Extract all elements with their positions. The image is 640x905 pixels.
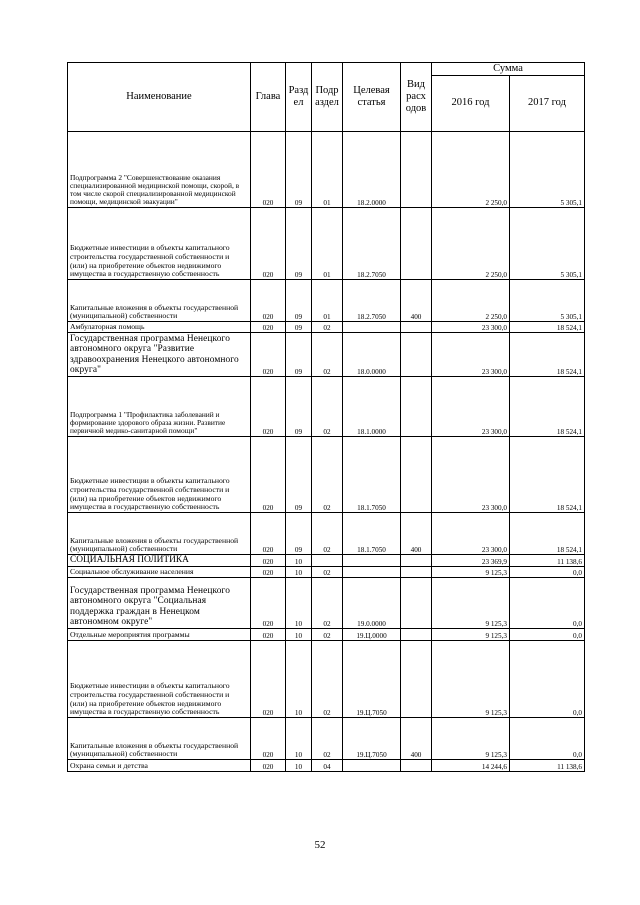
row-sum-2017-cell: 0,0 [510,640,585,717]
row-exp-type-cell [401,207,432,279]
header-year-2017: 2017 год [510,75,585,131]
row-exp-type-cell: 400 [401,512,432,554]
row-exp-type-cell [401,640,432,717]
header-chapter: Глава [251,63,286,132]
row-target-cell [343,321,401,332]
header-year-2016: 2016 год [432,75,510,131]
row-chapter-cell: 020 [251,640,286,717]
table-row [68,640,585,717]
row-name-cell: Подпрограмма 2 "Совершенствование оказания специализированной медицинской помощи, скорой, в том числе скорой специализированной медицинской помощи, медицинской эвакуации" [68,131,251,207]
row-subsection-cell: 01 [312,131,343,207]
page-number: 52 [314,839,326,851]
row-sum-2016-cell: 23 300,0 [432,332,510,376]
header-sum: Сумма [432,63,585,76]
row-sum-2016-cell: 14 244,6 [432,759,510,771]
row-target-cell: 19.Ц.7050 [343,717,401,759]
row-target-cell: 19.Ц.7050 [343,640,401,717]
row-sum-2016-cell: 9 125,3 [432,566,510,577]
row-chapter-cell: 020 [251,131,286,207]
table-row [68,566,585,577]
table-row [68,717,585,759]
table-row [68,131,585,207]
row-subsection-cell: 01 [312,279,343,321]
row-target-cell: 18.1.0000 [343,376,401,436]
row-subsection-cell: 02 [312,628,343,640]
table-body [68,131,585,771]
header-name: Наименование [68,63,251,132]
row-sum-2017-cell: 18 524,1 [510,321,585,332]
row-sum-2016-cell: 23 300,0 [432,376,510,436]
row-section-cell: 10 [286,554,312,566]
row-subsection-cell: 02 [312,577,343,628]
row-sum-2017-cell: 18 524,1 [510,436,585,512]
row-sum-2017-cell: 18 524,1 [510,512,585,554]
row-name-cell: Государственная программа Ненецкого автономного округа "Развитие здравоохранения Ненецкого автономного округа" [68,332,251,376]
row-sum-2016-cell: 2 250,0 [432,131,510,207]
table-row [68,332,585,376]
row-chapter-cell: 020 [251,554,286,566]
row-subsection-cell: 02 [312,640,343,717]
row-name-cell: Подпрограмма 1 "Профилактика заболеваний и формирование здорового образа жизни. Развитие первичной медико-санитарной помощи" [68,376,251,436]
table-row [68,512,585,554]
row-exp-type-cell [401,436,432,512]
row-subsection-cell: 02 [312,436,343,512]
row-section-cell: 09 [286,207,312,279]
table-row [68,759,585,771]
row-target-cell: 19.Ц.0000 [343,628,401,640]
row-chapter-cell: 020 [251,332,286,376]
header-section: Разд ел [286,63,312,132]
row-subsection-cell: 01 [312,207,343,279]
header-target: Целевая статья [343,63,401,132]
row-chapter-cell: 020 [251,628,286,640]
row-sum-2016-cell: 23 369,9 [432,554,510,566]
row-name-cell: Бюджетные инвестиции в объекты капитального строительства государственной собственности и (или) на приобретение объектов недвижимого имущества в государственную собственность [68,436,251,512]
row-sum-2017-cell: 0,0 [510,717,585,759]
row-sum-2016-cell: 23 300,0 [432,512,510,554]
row-section-cell: 10 [286,577,312,628]
table-row [68,577,585,628]
row-chapter-cell: 020 [251,207,286,279]
row-subsection-cell: 02 [312,376,343,436]
row-chapter-cell: 020 [251,512,286,554]
row-exp-type-cell: 400 [401,279,432,321]
row-chapter-cell: 020 [251,717,286,759]
row-sum-2017-cell: 5 305,1 [510,131,585,207]
row-sum-2017-cell: 0,0 [510,577,585,628]
row-exp-type-cell [401,131,432,207]
row-target-cell [343,554,401,566]
row-subsection-cell: 02 [312,332,343,376]
row-sum-2016-cell: 9 125,3 [432,628,510,640]
row-section-cell: 09 [286,512,312,554]
row-sum-2017-cell: 0,0 [510,566,585,577]
row-chapter-cell: 020 [251,566,286,577]
row-sum-2016-cell: 9 125,3 [432,717,510,759]
row-section-cell: 10 [286,566,312,577]
row-sum-2017-cell: 5 305,1 [510,207,585,279]
header-exp-type: Вид расх одов [401,63,432,132]
table-row [68,207,585,279]
row-chapter-cell: 020 [251,321,286,332]
row-name-cell: Социальное обслуживание населения [68,566,251,577]
row-exp-type-cell [401,759,432,771]
row-subsection-cell: 02 [312,321,343,332]
row-target-cell: 18.0.0000 [343,332,401,376]
row-section-cell: 10 [286,628,312,640]
row-subsection-cell: 02 [312,512,343,554]
row-subsection-cell: 02 [312,566,343,577]
row-chapter-cell: 020 [251,376,286,436]
row-section-cell: 10 [286,717,312,759]
row-subsection-cell: 02 [312,717,343,759]
row-name-cell: СОЦИАЛЬНАЯ ПОЛИТИКА [68,554,251,566]
row-section-cell: 09 [286,321,312,332]
row-sum-2016-cell: 2 250,0 [432,207,510,279]
row-target-cell: 18.2.7050 [343,207,401,279]
row-sum-2016-cell: 9 125,3 [432,577,510,628]
table-row [68,628,585,640]
row-exp-type-cell [401,554,432,566]
row-section-cell: 09 [286,376,312,436]
table-row [68,554,585,566]
row-exp-type-cell [401,628,432,640]
row-section-cell: 09 [286,131,312,207]
row-exp-type-cell [401,332,432,376]
row-name-cell: Государственная программа Ненецкого автономного округа "Социальная поддержка граждан в Ненецком автономном округе" [68,577,251,628]
row-sum-2017-cell: 18 524,1 [510,332,585,376]
row-target-cell [343,759,401,771]
table-row [68,376,585,436]
row-target-cell: 18.1.7050 [343,512,401,554]
row-exp-type-cell [401,566,432,577]
row-subsection-cell [312,554,343,566]
row-target-cell [343,566,401,577]
row-sum-2016-cell: 23 300,0 [432,436,510,512]
row-chapter-cell: 020 [251,759,286,771]
row-name-cell: Амбулаторная помощь [68,321,251,332]
row-section-cell: 10 [286,640,312,717]
row-subsection-cell: 04 [312,759,343,771]
row-chapter-cell: 020 [251,436,286,512]
row-target-cell: 18.1.7050 [343,436,401,512]
table-row [68,279,585,321]
row-sum-2016-cell: 2 250,0 [432,279,510,321]
row-exp-type-cell [401,577,432,628]
row-name-cell: Капитальные вложения в объекты государственной (муниципальной) собственности [68,279,251,321]
row-name-cell: Капитальные вложения в объекты государственной (муниципальной) собственности [68,717,251,759]
budget-table [67,62,585,772]
row-exp-type-cell: 400 [401,717,432,759]
row-target-cell: 18.2.7050 [343,279,401,321]
table-row [68,321,585,332]
row-name-cell: Капитальные вложения в объекты государственной (муниципальной) собственности [68,512,251,554]
row-sum-2016-cell: 9 125,3 [432,640,510,717]
row-sum-2017-cell: 11 138,6 [510,554,585,566]
table-row [68,436,585,512]
row-target-cell: 19.0.0000 [343,577,401,628]
row-section-cell: 10 [286,759,312,771]
row-section-cell: 09 [286,436,312,512]
row-sum-2017-cell: 5 305,1 [510,279,585,321]
row-sum-2017-cell: 0,0 [510,628,585,640]
header-subsection: Подр аздел [312,63,343,132]
row-name-cell: Бюджетные инвестиции в объекты капитального строительства государственной собственности и (или) на приобретение объектов недвижимого имущества в государственную собственность [68,640,251,717]
row-exp-type-cell [401,376,432,436]
row-chapter-cell: 020 [251,577,286,628]
row-chapter-cell: 020 [251,279,286,321]
row-name-cell: Бюджетные инвестиции в объекты капитального строительства государственной собственности и (или) на приобретение объектов недвижимого имущества в государственную собственность [68,207,251,279]
row-section-cell: 09 [286,279,312,321]
row-name-cell: Отдельные мероприятия программы [68,628,251,640]
row-section-cell: 09 [286,332,312,376]
row-name-cell: Охрана семьи и детства [68,759,251,771]
row-sum-2017-cell: 18 524,1 [510,376,585,436]
row-exp-type-cell [401,321,432,332]
row-sum-2016-cell: 23 300,0 [432,321,510,332]
row-target-cell: 18.2.0000 [343,131,401,207]
row-sum-2017-cell: 11 138,6 [510,759,585,771]
